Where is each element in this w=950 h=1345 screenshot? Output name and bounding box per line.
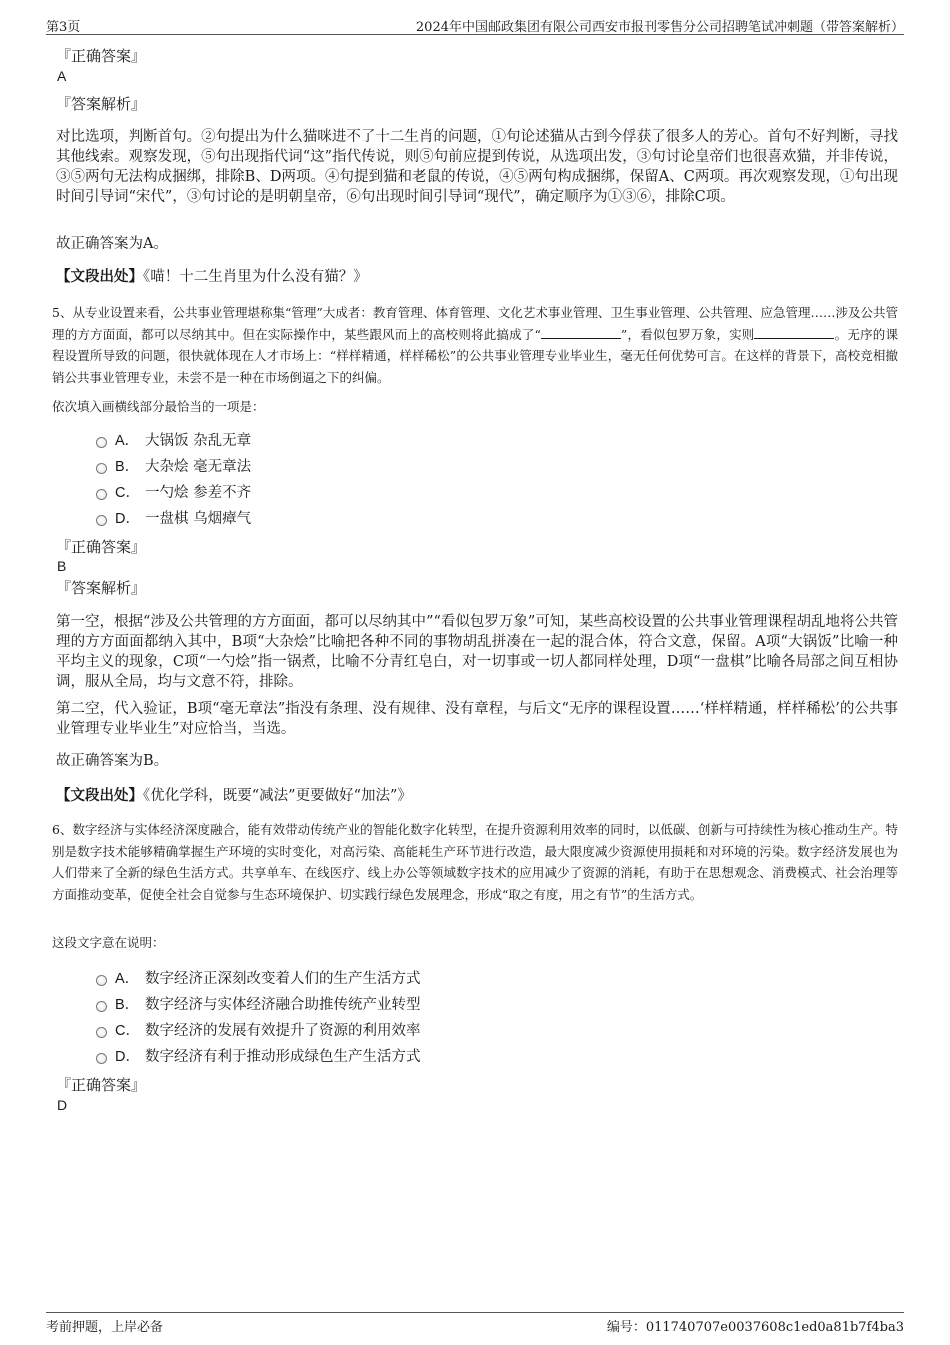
answer-analysis-text: 对比选项，判断首句。②句提出为什么猫咪进不了十二生肖的问题，①句论述猫从古到今俘获了很多人的芳心。首句不好判断，寻找其他线索。观察发现，⑤句出现指代词“这”指代传说，则⑤句前应提到传说，从选项出发，③句讨论皇帝们也很喜欢猫，并非传说，③⑤两句无法构成捆绑，排除B、D两项。④句提到猫和老鼠的传说，④⑤两句构成捆绑，保留A、C两项。再次观察发现，①句出现时间引导词“宋代”，③句讨论的是明朝皇帝，⑥句出现时间引导词“现代”，确定顺序为①③⑥，排除C项。 — [56, 129, 898, 205]
answer-analysis-label: 『答案解析』 — [56, 579, 147, 597]
answer-conclusion: 故正确答案为A。 — [56, 236, 168, 252]
question-5-stem-part3: 。无序的课程设置所导致的问题，很快就体现在人才市场上：“样样精通，样样稀松”的公共事业管理专业毕业生，毫无任何优势可言。在这样的背景下，高校竞相撤销公共事业管理专业，未尝不是一种在市场倒逼之下的纠偏。 — [52, 326, 898, 385]
document-serial-number: 编号：011740707e0037608c1ed0a81b7f4ba3 — [606, 1320, 904, 1335]
radio-button[interactable] — [96, 515, 107, 526]
radio-button[interactable] — [96, 489, 107, 500]
question-5-stem-part1: 5、从专业设置来看，公共事业管理堪称集“管理”大成者：教育管理、体育管理、文化艺术事业管理、卫生事业管理、公共管理、应急管理……涉及公共管理的方方面面，都可以尽纳其中。但在实际操作中，某些跟风而上的高校则将此搞成了“ — [52, 305, 898, 342]
text-source-label: 【文段出处】 — [56, 787, 143, 804]
option-text: 数字经济有利于推动形成绿色生产生活方式 — [145, 1049, 421, 1065]
correct-answer-label: 『正确答案』 — [56, 1076, 147, 1094]
question-5-prompt: 依次填入画横线部分最恰当的一项是： — [52, 399, 265, 414]
radio-button[interactable] — [96, 975, 107, 986]
question-6-option-d[interactable] — [96, 1046, 421, 1068]
question-6-stem: 6、数字经济与实体经济深度融合，能有效带动传统产业的智能化数字化转型，在提升资源利用效率的同时，以低碳、创新与可持续性为核心推动生产。特别是数字技术能够精确掌握生产环境的实时变化，对高污染、高能耗生产环节进行改造，最大限度减少资源使用损耗和对环境的污染。数字经济发展也为人们带来了全新的绿色生活方式。共享单车、在线医疗、线上办公等领域数字技术的应用减少了资源的消耗，有助于在思想观念、消费模式、社会治理等方面推动变革，促使全社会自觉参与生态环境保护、切实践行绿色发展理念，形成“取之有度，用之有节”的生活方式。 — [52, 822, 898, 902]
option-letter: A． — [115, 433, 140, 449]
fill-blank-1 — [541, 326, 621, 339]
page-header — [46, 14, 904, 35]
question-6-option-c[interactable] — [96, 1020, 421, 1042]
option-letter: D． — [115, 1049, 140, 1065]
option-text: 数字经济的发展有效提升了资源的利用效率 — [145, 1023, 421, 1039]
answer-analysis-paragraph-2: 第二空，代入验证，B项“毫无章法”指没有条理、没有规律、没有章程，与后文“无序的课程设置……‘样样精通，样样稀松’的公共事业管理专业毕业生”对应恰当，当选。 — [56, 701, 898, 737]
question-5-stem — [52, 302, 898, 388]
question-5-option-a[interactable] — [96, 430, 251, 452]
text-source — [56, 786, 898, 806]
question-5-option-d[interactable] — [96, 508, 251, 530]
option-letter: D． — [115, 511, 140, 527]
option-letter: C． — [115, 1023, 140, 1039]
question-5-option-c[interactable] — [96, 482, 251, 504]
option-text: 大杂烩 毫无章法 — [145, 459, 252, 475]
option-text: 大锅饭 杂乱无章 — [145, 433, 252, 449]
correct-answer-label: 『正确答案』 — [56, 47, 147, 65]
text-source-title: 《优化学科，既要“减法”更要做好“加法”》 — [143, 788, 412, 804]
option-text: 一盘棋 乌烟瘴气 — [145, 511, 252, 527]
question-6-prompt: 这段文字意在说明： — [52, 935, 165, 950]
radio-button[interactable] — [96, 1027, 107, 1038]
radio-button[interactable] — [96, 463, 107, 474]
radio-button[interactable] — [96, 437, 107, 448]
text-source — [56, 267, 898, 287]
question-6-option-a[interactable] — [96, 968, 421, 990]
text-source-title: 《喵！十二生肖里为什么没有猫？》 — [143, 269, 368, 285]
option-letter: B． — [115, 459, 140, 475]
page-number: 第3页 — [46, 20, 81, 35]
option-letter: B． — [115, 997, 140, 1013]
option-letter: C． — [115, 485, 140, 501]
answer-analysis-label: 『答案解析』 — [56, 95, 147, 113]
text-source-label: 【文段出处】 — [56, 268, 143, 285]
radio-button[interactable] — [96, 1001, 107, 1012]
option-text: 数字经济与实体经济融合助推传统产业转型 — [145, 997, 421, 1013]
option-text: 一勺烩 参差不齐 — [145, 485, 252, 501]
correct-answer-value: A — [57, 68, 67, 84]
correct-answer-value: D — [57, 1097, 68, 1113]
question-5-option-b[interactable] — [96, 456, 251, 478]
option-letter: A． — [115, 971, 140, 987]
question-6-option-b[interactable] — [96, 994, 421, 1016]
page-footer — [46, 1312, 904, 1333]
footer-slogan: 考前押题，上岸必备 — [46, 1320, 164, 1335]
fill-blank-2 — [754, 326, 834, 339]
answer-analysis-paragraph-1: 第一空，根据“涉及公共管理的方方面面，都可以尽纳其中”“看似包罗万象”可知，某些高校设置的公共事业管理课程胡乱地将公共管理的方方面面都纳入其中，B项“大杂烩”比喻把各种不同的事物胡乱拼凑在一起的混合体，符合文意，保留。A项“大锅饭”比喻一种平均主义的现象，C项“一勺烩”指一锅煮，比喻不分青红皂白，对一切事或一切人都同样处理，D项“一盘棋”比喻各局部之间互相协调，服从全局，均与文意不符，排除。 — [56, 614, 898, 690]
correct-answer-value: B — [57, 558, 67, 574]
document-title: 2024年中国邮政集团有限公司西安市报刊零售分公司招聘笔试冲刺题（带答案解析） — [415, 20, 904, 35]
answer-conclusion: 故正确答案为B。 — [56, 753, 169, 769]
question-5-stem-part2: ”，看似包罗万象，实则 — [620, 326, 755, 342]
radio-button[interactable] — [96, 1053, 107, 1064]
option-text: 数字经济正深刻改变着人们的生产生活方式 — [145, 971, 421, 987]
correct-answer-label: 『正确答案』 — [56, 538, 147, 556]
